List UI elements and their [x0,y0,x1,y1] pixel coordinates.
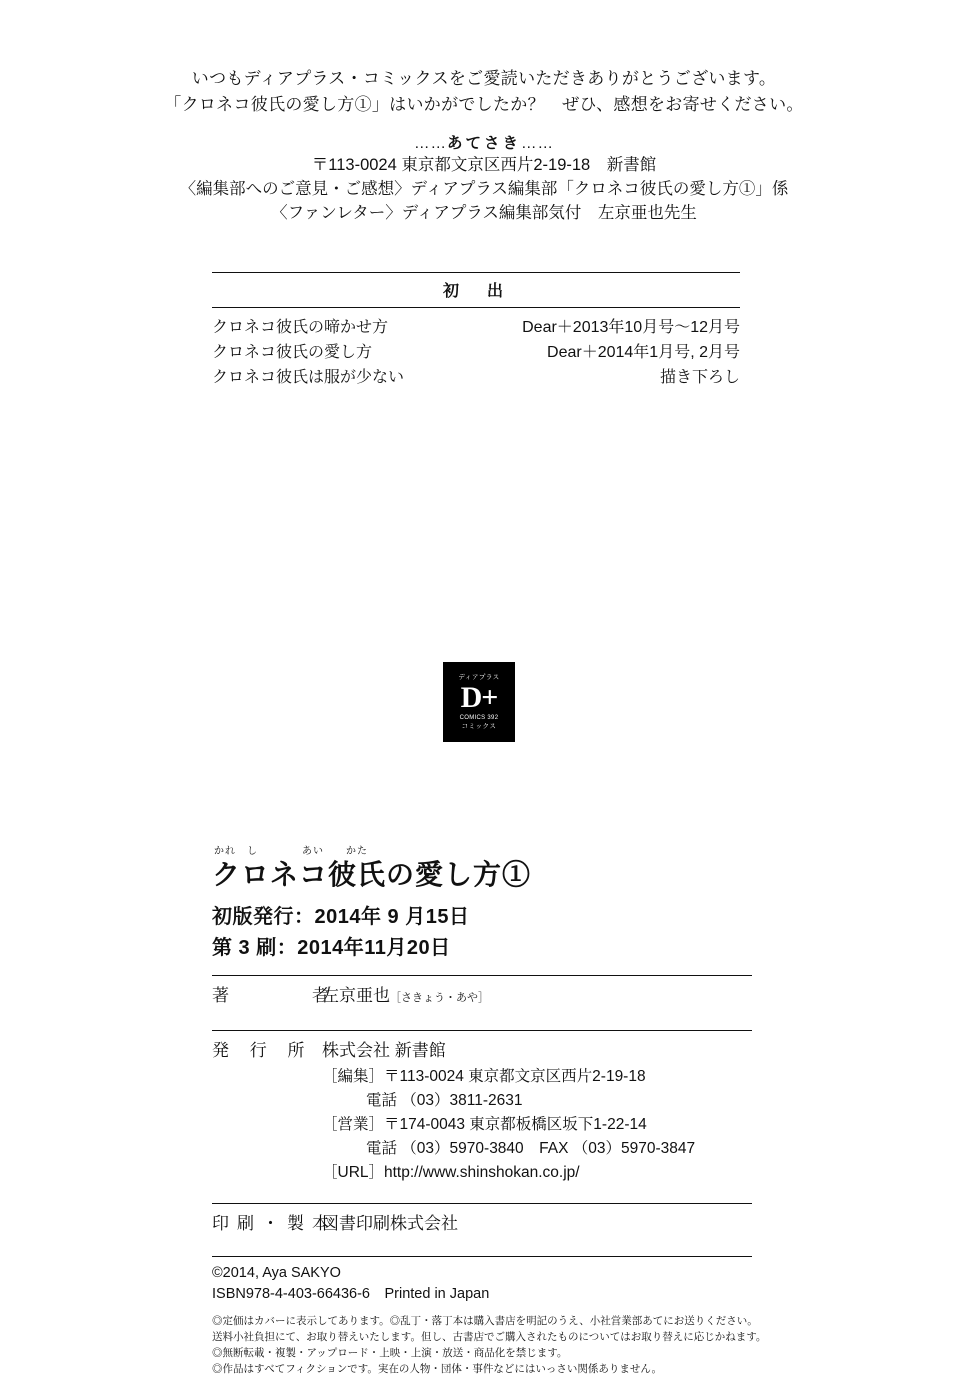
publisher-label: 発 行 所 [212,1041,313,1060]
printer-row [212,1204,752,1245]
address-heading-dots-left: …… [413,135,447,152]
first-publication-table [212,272,740,390]
address-heading-dots-right: …… [521,135,554,152]
publisher-editorial-phone-text: 電話 （03）3811-2631 [366,1092,523,1109]
thank-you-line-2: 「クロネコ彼氏の愛し方①」はいかがでしたか？ ぜひ、感想をお寄せください。 [164,95,804,114]
logo-sub-right: 392 [487,715,499,721]
logo-sub-left: COMICS [459,715,486,721]
address-heading-text: あてさき [446,135,521,152]
work-title: クロネコ彼氏の愛し方 [212,344,373,361]
logo-sub-text [460,714,499,722]
divider-printer-bottom [212,1256,752,1257]
colophon-block [212,845,767,1377]
legal-note-2: 送料小社負担にて、お取り替えいたします。但し、古書店でご購入されたものについてはお取り替えに応じかねます。 [212,1331,767,1343]
address-line-3: 〈ファンレター〉ディアプラス編集部気付 左京亜也先生 [271,204,697,222]
table-row [212,315,740,340]
table-row [212,340,740,365]
dear-plus-comics-logo-icon [443,662,515,742]
first-edition-date: 初版発行：2014年 9 月15日 [212,906,470,928]
book-title: クロネコ彼氏の愛し方① [212,859,532,890]
copyright-line: ©2014, Aya SAKYO [212,1265,341,1281]
thank-you-message [0,66,968,118]
printer-name: 図書印刷株式会社 [322,1214,458,1233]
table-row [212,365,740,390]
publisher-logo [443,662,515,742]
address-lines [0,153,968,225]
thank-you-line-1: いつもディアプラス・コミックスをご愛読いただきありがとうございます。 [191,69,777,88]
publisher-name: 株式会社 新書館 [322,1041,446,1060]
legal-note-4: ◎作品はすべてフィクションです。実在の人物・団体・事件などにはいっさい関係ありません。 [212,1363,663,1375]
author-name-ruby: ［さきょう・あや］ [390,992,489,1004]
legal-notes [212,1313,767,1377]
work-source: 描き下ろし [659,369,740,386]
publisher-sales-address: ［営業］〒174-0043 東京都板橋区坂下1-22-14 [322,1116,647,1133]
printer-label: 印刷・製本 [212,1214,337,1233]
work-source: Dear＋2013年10月号〜12月号 [522,319,740,336]
address-line-2: 〈編集部へのご意見・ご感想〉ディアプラス編集部「クロネコ彼氏の愛し方①」係 [179,180,789,198]
author-label: 著 者 [212,986,337,1005]
work-source: Dear＋2014年1月号, 2月号 [547,344,740,361]
publisher-sales-phone-text: 電話 （03）5970-3840 FAX （03）5970-3847 [366,1140,696,1157]
work-title: クロネコ彼氏は服が少ない [212,369,405,386]
publisher-url[interactable]: ［URL］http://www.shinshokan.co.jp/ [322,1164,580,1181]
title-ruby: かれ し あい かた [214,846,368,857]
isbn-line: ISBN978-4-403-66436-6 Printed in Japan [212,1286,490,1302]
legal-note-1: ◎定価はカバーに表示してあります。◎乱丁・落丁本は購入書店を明記のうえ、小社営業部あてにお送りください。 [212,1315,758,1327]
address-heading [0,131,968,153]
logo-bottom-text: コミックス [461,723,497,730]
author-name: 左京亜也 [322,986,390,1005]
address-line-1: 〒113-0024 東京都文京区西片2-19-18 新書館 [311,156,657,174]
publisher-editorial-address: ［編集］〒113-0024 東京都文京区西片2-19-18 [322,1068,646,1085]
publisher-editorial-phone [322,1089,752,1113]
legal-note-3: ◎無断転載・複製・アップロード・上映・上演・放送・商品化を禁じます。 [212,1347,568,1359]
author-row [212,976,752,1019]
publisher-row [212,1031,752,1065]
logo-main-text: D+ [460,681,498,714]
third-printing-date: 第 3 刷：2014年11月20日 [212,937,451,959]
first-publication-title: 初 出 [442,283,509,300]
copyright-block [212,1263,752,1305]
publication-dates [212,902,752,964]
logo-top-text: ディアプラス [458,674,500,681]
work-title: クロネコ彼氏の啼かせ方 [212,319,389,336]
publisher-sales-phone [322,1137,752,1161]
